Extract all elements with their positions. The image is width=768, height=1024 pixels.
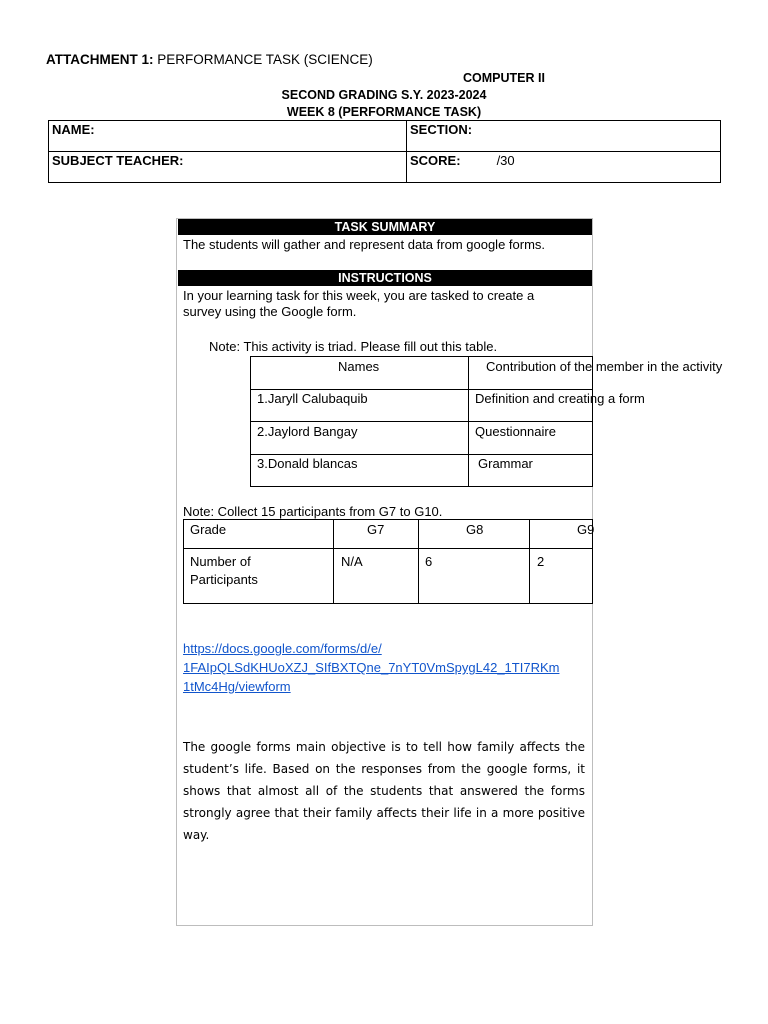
name-label: NAME: [52, 122, 95, 137]
task-summary-text: The students will gather and represent data from google forms. [183, 237, 546, 252]
link-line-1: https://docs.google.com/forms/d/e/ [183, 641, 382, 656]
members-col-names: Names [338, 359, 380, 374]
instructions-heading: INSTRUCTIONS [178, 270, 592, 286]
name-field[interactable] [49, 121, 407, 152]
grade-header: G7 [367, 522, 385, 537]
course-title: COMPUTER II [463, 71, 545, 85]
attachment-label: ATTACHMENT 1: [46, 52, 154, 67]
google-form-link[interactable] [183, 639, 559, 696]
week-title: WEEK 8 (PERFORMANCE TASK) [286, 105, 482, 119]
member-name: 3.Donald blancas [257, 456, 358, 471]
score-total: /30 [496, 153, 515, 168]
participant-count: N/A [341, 554, 363, 569]
link-line-3: 1tMc4Hg/viewform [183, 679, 291, 694]
triad-note: Note: This activity is triad. Please fill out this table. [209, 339, 498, 354]
member-name: 1.Jaryll Calubaquib [257, 391, 368, 406]
grade-label: Grade [190, 522, 227, 537]
participants-note: Note: Collect 15 participants from G7 to G10. [183, 504, 443, 519]
member-contribution: Questionnaire [475, 424, 556, 439]
instructions-line-2: survey using the Google form. [183, 304, 357, 319]
teacher-label: SUBJECT TEACHER: [52, 153, 184, 168]
member-contribution: Grammar [478, 456, 533, 471]
attachment-title [46, 52, 373, 67]
link-line-2: 1FAIpQLSdKHUoXZJ_SIfBXTQne_7nYT0VmSpygL42_1TI7RKm [183, 660, 560, 675]
instructions-line-1: In your learning task for this week, you are tasked to create a [183, 288, 535, 303]
members-col-contribution: Contribution of the member in the activity [486, 359, 723, 374]
participants-count-label-2: Participants [190, 572, 258, 587]
participant-count: 6 [425, 554, 433, 569]
participant-count: 2 [537, 554, 545, 569]
grading-period: SECOND GRADING S.Y. 2023-2024 [281, 88, 487, 102]
teacher-field[interactable] [49, 152, 407, 183]
section-field[interactable] [407, 121, 721, 152]
score-label: SCORE: [410, 153, 461, 168]
participants-count-label-1: Number of [190, 554, 251, 569]
student-info-table [48, 120, 721, 183]
score-field[interactable] [407, 152, 721, 183]
member-contribution: Definition and creating a form [475, 391, 645, 406]
section-label: SECTION: [410, 122, 473, 137]
conclusion-paragraph: The google forms main objective is to tell how family affects the student’s life. Based on the responses from the google forms, it shows that almost all of the students that answered the forms strongly agree that their family affects their life in a more positive way. [183, 740, 585, 842]
task-summary-heading: TASK SUMMARY [178, 219, 592, 235]
grade-header: G9 [577, 522, 595, 537]
grade-header: G8 [466, 522, 484, 537]
attachment-subject: PERFORMANCE TASK (SCIENCE) [153, 52, 373, 67]
member-name: 2.Jaylord Bangay [257, 424, 358, 439]
